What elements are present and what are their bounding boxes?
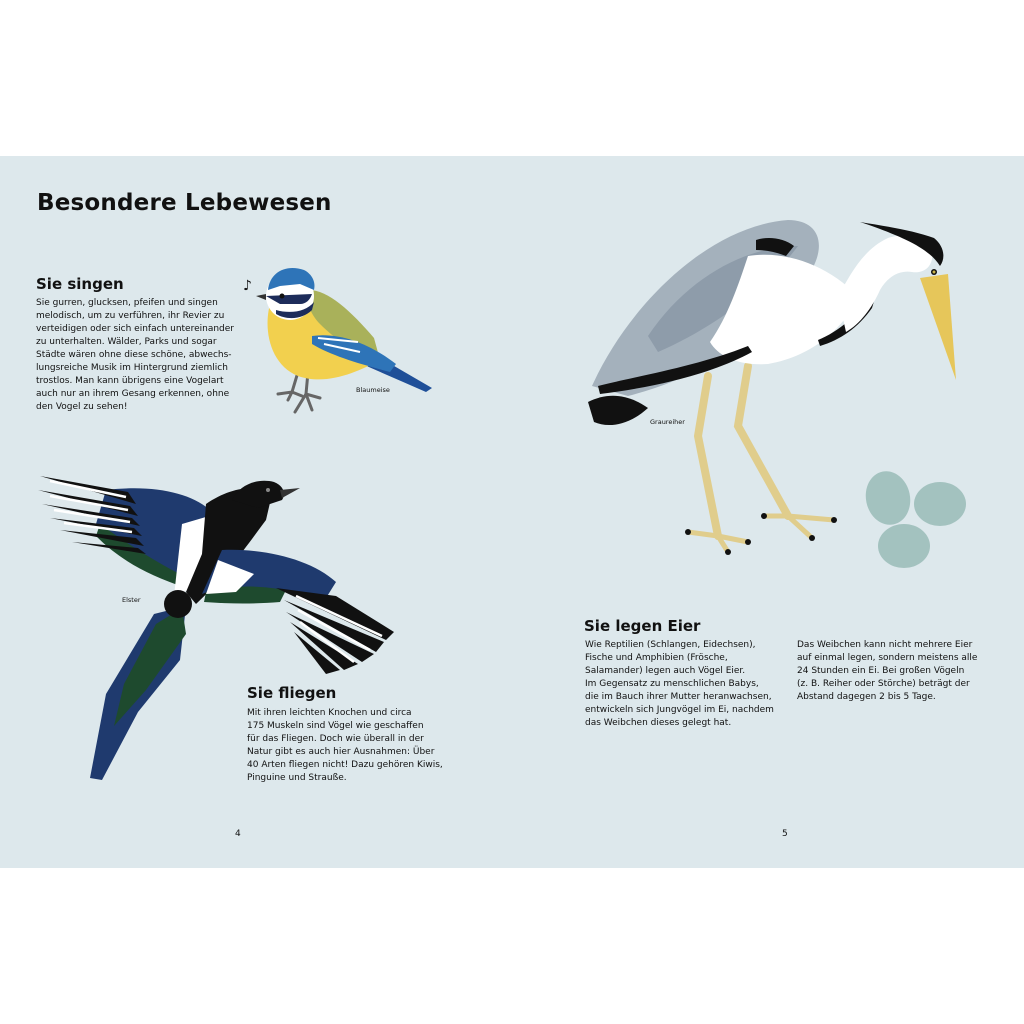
heading-sie-fliegen: Sie fliegen [247, 684, 337, 702]
text-line: Im Gegensatz zu menschlichen Babys, [585, 679, 759, 689]
text-line: 40 Arten fliegen nicht! Dazu gehören Kiwis, [247, 760, 443, 770]
caption-elster: Elster [122, 596, 141, 604]
page-number-right: 5 [782, 829, 788, 839]
heading-sie-legen-eier: Sie legen Eier [584, 617, 701, 635]
page-title: Besondere Lebewesen [37, 190, 332, 216]
text-line: Fische und Amphibien (Frösche, [585, 653, 728, 663]
text-line: die im Bauch ihrer Mutter heranwachsen, [585, 692, 772, 702]
text-line: Salamander) legen auch Vögel Eier. [585, 666, 746, 676]
text-line: trostlos. Man kann übrigens eine Vogelart [36, 376, 224, 386]
eggs-illustration [864, 470, 968, 570]
text-line: Pinguine und Strauße. [247, 773, 347, 783]
text-line: Mit ihren leichten Knochen und circa [247, 708, 412, 718]
text-line: auf einmal legen, sondern meistens alle [797, 653, 978, 663]
text-line: melodisch, um zu verführen, ihr Revier zu [36, 311, 225, 321]
text-line: Sie gurren, glucksen, pfeifen und singen [36, 298, 218, 308]
text-line: entwickeln sich Jungvögel im Ei, nachdem [585, 705, 774, 715]
text-line: 175 Muskeln sind Vögel wie geschaffen [247, 721, 424, 731]
text-line: Natur gibt es auch hier Ausnahmen: Über [247, 747, 435, 757]
paragraph-eier-col1 [585, 639, 774, 730]
text-line: den Vogel zu sehen! [36, 402, 128, 412]
text-line: verteidigen oder sich einfach untereinander [36, 324, 235, 334]
text-line: Das Weibchen kann nicht mehrere Eier [797, 640, 973, 650]
text-line: lungsreiche Musik im Hintergrund ziemlich [36, 363, 228, 373]
music-note-icon: ♪ [243, 278, 252, 294]
text-line: auch nur an ihrem Gesang erkennen, ohne [36, 389, 230, 399]
paragraph-sie-singen [36, 297, 234, 414]
text-line: das Weibchen dieses gelegt hat. [585, 718, 732, 728]
text-line: Abstand dagegen 2 bis 5 Tage. [797, 692, 936, 702]
caption-blaumeise: Blaumeise [356, 386, 390, 394]
page-number-left: 4 [235, 829, 241, 839]
caption-graureiher: Graureiher [650, 418, 685, 426]
text-line: (z. B. Reiher oder Störche) beträgt der [797, 679, 970, 689]
text-line: 24 Stunden ein Ei. Bei großen Vögeln [797, 666, 965, 676]
paragraph-eier-col2 [797, 639, 977, 704]
book-spread [0, 156, 1024, 868]
text-line: Städte wären ohne diese schöne, abwechs- [36, 350, 232, 360]
heading-sie-singen: Sie singen [36, 275, 124, 293]
blue-tit-illustration [240, 264, 440, 414]
paragraph-sie-fliegen [247, 707, 443, 785]
text-line: Wie Reptilien (Schlangen, Eidechsen), [585, 640, 756, 650]
text-line: zu unterhalten. Wälder, Parks und sogar [36, 337, 217, 347]
text-line: für das Fliegen. Doch wie überall in der [247, 734, 424, 744]
